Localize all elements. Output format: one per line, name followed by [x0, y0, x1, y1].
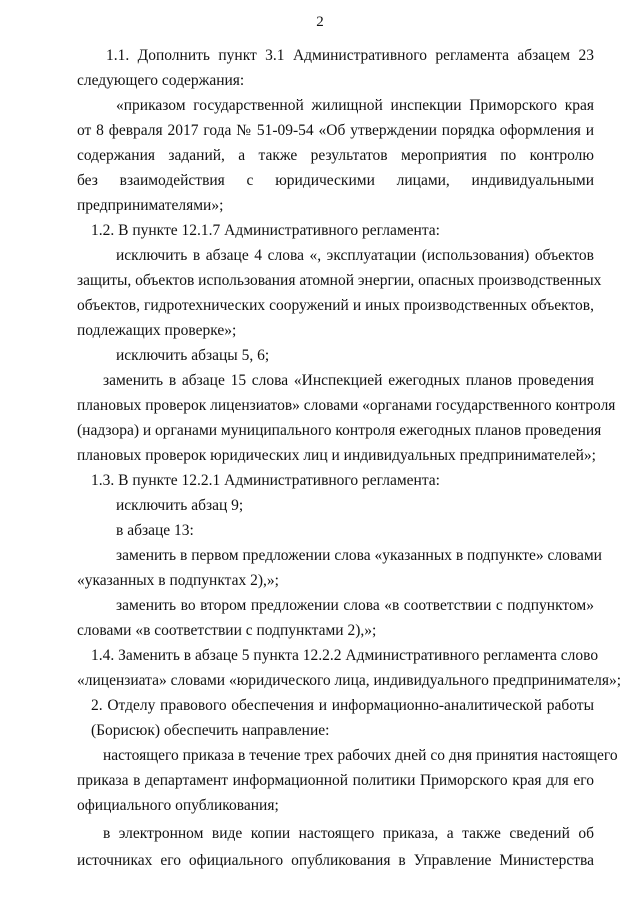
text-line: «лицензиата» словами «юридического лица, индивидуального предпринимателя»; — [77, 672, 622, 689]
text-line: 1.1. Дополнить пункт 3.1 Административного регламента абзацем 23 — [106, 47, 594, 64]
text-line: заменить в абзаце 15 слова «Инспекцией ежегодных планов проведения — [103, 372, 594, 389]
text-line: исключить абзац 9; — [116, 497, 244, 514]
text-line: без взаимодействия с юридическими лицами, индивидуальными — [77, 172, 594, 189]
text-line: защиты, объектов использования атомной энергии, опасных производственных — [77, 272, 602, 289]
text-line: официального опубликования; — [77, 797, 279, 814]
text-line: «указанных в подпунктах 2),»; — [77, 572, 279, 589]
text-line: плановых проверок лицензиатов» словами «органами государственного контроля — [77, 397, 616, 414]
text-line: объектов, гидротехнических сооружений и иных производственных объектов, — [77, 297, 594, 314]
text-line: 2. Отделу правового обеспечения и информационно-аналитической работы — [91, 697, 594, 714]
text-line: заменить в первом предложении слова «указанных в подпункте» словами — [116, 547, 602, 564]
page-number: 2 — [316, 14, 324, 30]
text-line: (надзора) и органами муниципального контроля ежегодных планов проведения — [77, 422, 602, 439]
text-line: заменить во втором предложении слова «в соответствии с подпунктом» — [116, 597, 594, 614]
text-line: в электронном виде копии настоящего приказа, а также сведений об — [103, 825, 594, 842]
text-line: (Борисюк) обеспечить направление: — [91, 722, 330, 739]
text-line: приказа в департамент информационной политики Приморского края для его — [77, 772, 594, 789]
text-line: словами «в соответствии с подпунктами 2),»; — [77, 622, 377, 639]
text-line: от 8 февраля 2017 года № 51-09-54 «Об утверждении порядка оформления и — [77, 122, 594, 139]
text-line: настоящего приказа в течение трех рабочих дней со дня принятия настоящего — [103, 747, 618, 764]
text-line: плановых проверок юридических лиц и индивидуальных предпринимателей»; — [77, 447, 596, 464]
text-line: 1.3. В пункте 12.2.1 Административного регламента: — [91, 472, 440, 489]
text-line: 1.4. Заменить в абзаце 5 пункта 12.2.2 Административного регламента слово — [91, 647, 599, 664]
text-line: следующего содержания: — [77, 72, 245, 89]
text-line: в абзаце 13: — [116, 522, 194, 539]
text-line: «приказом государственной жилищной инспекции Приморского края — [116, 97, 594, 114]
text-line: подлежащих проверке»; — [77, 322, 237, 339]
text-line: исключить в абзаце 4 слова «, эксплуатации (использования) объектов — [116, 247, 594, 264]
text-line: 1.2. В пункте 12.1.7 Административного регламента: — [91, 222, 440, 239]
text-line: предпринимателями»; — [77, 197, 224, 214]
text-line: содержания заданий, а также результатов мероприятия по контролю — [77, 147, 594, 164]
text-line: источниках его официального опубликования в Управление Министерства — [77, 852, 594, 869]
text-line: исключить абзацы 5, 6; — [116, 347, 270, 364]
